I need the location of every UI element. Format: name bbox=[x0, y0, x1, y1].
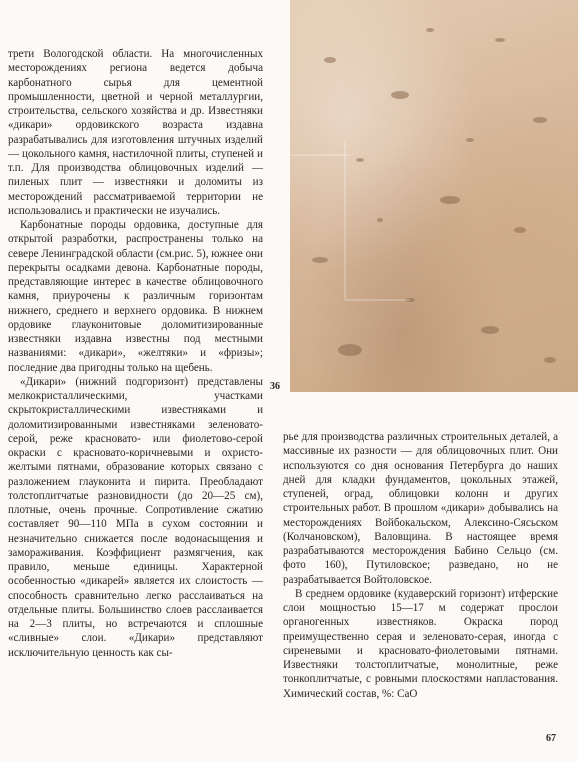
page-number: 67 bbox=[546, 733, 556, 744]
figure-number: 36 bbox=[270, 381, 280, 392]
paragraph: В среднем ордовике (кудаверский горизонт) итферские слои мощностью 15—17 м содержат прослои органогенных известняков. Окраска пород преимущественно серая и зеленовато-серая, иногда с сиреневыми и красновато-фиолетовыми пятнами. Известняки толстоплитчатые, монолитные, реже тонкоплитчатые, с ровными плоскостями напластования. Химический состав, %: CaO bbox=[283, 587, 558, 700]
paragraph: трети Вологодской области. На многочисленных месторождениях региона ведется добыча карбонатного сырья для цементной промышленности, цветной и черной металлургии, строительства, сельского хозяйства и др. Известняки «дикари» ордовикского возраста издавна разрабатывались для изготовления штучных изделий — цокольного камня, настилочной плиты, ступеней и т.п. Для производства облицовочных изделий — пиленых плит — известняки и доломиты из месторождений рассматриваемой территории не использовались и практически не изучались. bbox=[8, 48, 263, 217]
paragraph: «Дикари» (нижний подгоризонт) представлены мелкокристаллическими, участками скрытокристаллическими известняками и доломитизированными известняками зеленовато-серой, реже красновато- или фиолетово-серой окраски с красновато-коричневыми и охристо-желтыми пятнами, образование которых связано с разложением глауконита и пирита. Преобладают толстоплитчатые разновидности (до 20—25 см), плотные, очень прочные. Сопротивление сжатию составляет 90—110 МПа в сухом состоянии и незначительно снижается после водонасыщения и замораживания. Коэффициент размягчения, как правило, меньше единицы. Характерной особенностью «дикарей» является их слоистость — способность сравнительно легко расслаиваться на отдельные плиты. Большинство слоев расслаивается на 2—3 плиты, но встречаются и сплошные «сливные» слои. «Дикари» представляют исключительную ценность как сы- bbox=[8, 375, 263, 659]
stone-texture-photo bbox=[290, 0, 578, 392]
text-column-left bbox=[8, 47, 263, 660]
stone-grain-pattern bbox=[290, 0, 578, 392]
paragraph: рье для производства различных строительных деталей, а массивные их разности — для облицовочных плит. Они используются со дня основания Петербурга до наших дней для кладки фундаментов, цокольных этажей, ступеней, оград, облицовки колонн и других строительных работ. В прошлом «дикари» добывались на месторождениях Войбокальском, Алексино-Сясьском (Колчановском), Валовщина. В настоящее время разрабатываются месторождения Бабино Сельцо (см. фото 160), Путиловское; разведано, но не разрабатывается Войтоловское. bbox=[283, 431, 558, 586]
paragraph: Карбонатные породы ордовика, доступные для открытой разработки, распространены только на севере Ленинградской области (см.рис. 5), южнее они перекрыты осадками девона. Карбонатные породы, представляющие интерес в качестве облицовочного камня, приурочены к различным горизонтам нижнего, среднего и верхнего ордовика. В нижнем ордовике глауконитовые доломитизированные известняки издавна известны под местными названиями: «дикари», «желтяки» и «фризы»; последние два пригодны только на щебень. bbox=[8, 219, 263, 374]
text-column-right bbox=[283, 430, 558, 701]
